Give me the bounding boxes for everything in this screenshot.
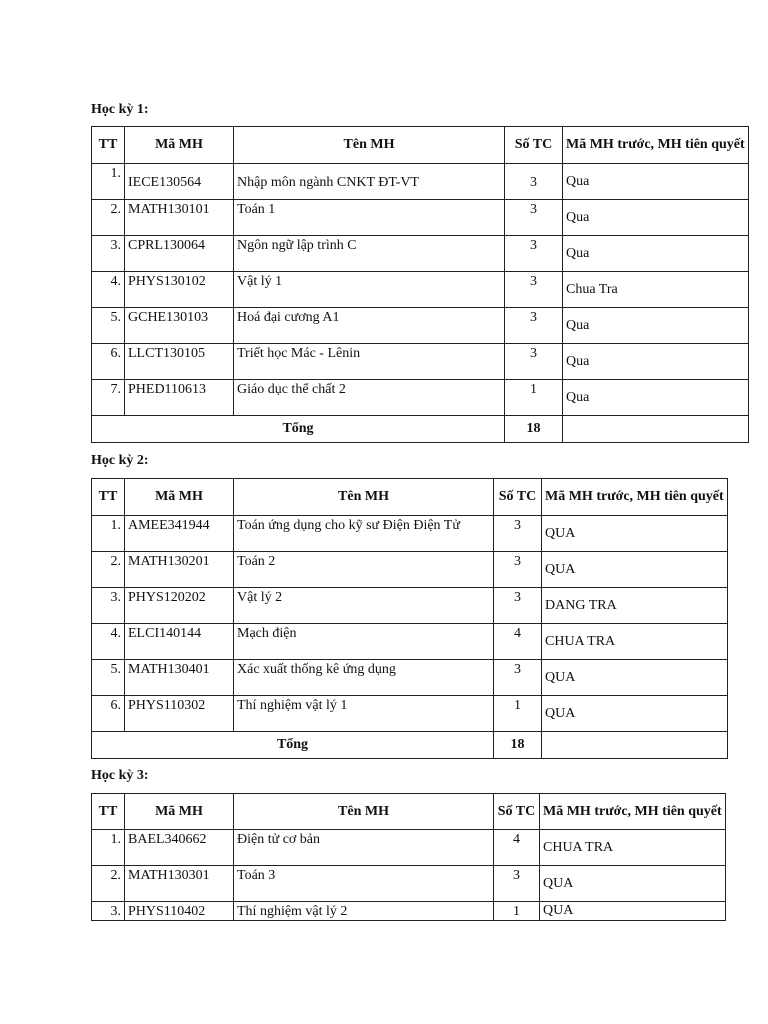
- cell-credits: 3: [494, 588, 542, 624]
- table-row: [92, 902, 726, 921]
- cell-prereq: QUA: [542, 516, 728, 552]
- cell-credits: 3: [494, 552, 542, 588]
- cell-code: GCHE130103: [125, 308, 234, 344]
- table-row: [92, 660, 728, 696]
- cell-prereq: Qua: [563, 308, 749, 344]
- cell-credits: 1: [494, 696, 542, 732]
- cell-prereq: Qua: [563, 380, 749, 416]
- cell-code: PHYS120202: [125, 588, 234, 624]
- total-label: Tổng: [92, 416, 505, 443]
- cell-prereq: Qua: [563, 164, 749, 200]
- cell-code: AMEE341944: [125, 516, 234, 552]
- cell-code: PHYS110402: [125, 902, 234, 921]
- cell-prereq: Chua Tra: [563, 272, 749, 308]
- total-row: [92, 416, 749, 443]
- cell-credits: 4: [494, 624, 542, 660]
- table-header-row: [92, 127, 749, 164]
- cell-credits: 3: [505, 236, 563, 272]
- header-prereq: Mã MH trước, MH tiên quyết: [563, 127, 749, 164]
- cell-tt: 7.: [92, 380, 125, 416]
- cell-code: BAEL340662: [125, 830, 234, 866]
- cell-name: Thí nghiệm vật lý 2: [234, 902, 494, 921]
- table-row: [92, 696, 728, 732]
- cell-name: Hoá đại cương A1: [234, 308, 505, 344]
- cell-tt: 5.: [92, 660, 125, 696]
- cell-tt: 2.: [92, 552, 125, 588]
- table-row: [92, 624, 728, 660]
- table-row: [92, 516, 728, 552]
- cell-credits: 1: [505, 380, 563, 416]
- total-value: 18: [494, 732, 542, 759]
- header-name: Tên MH: [234, 127, 505, 164]
- cell-credits: 3: [494, 660, 542, 696]
- cell-code: LLCT130105: [125, 344, 234, 380]
- header-tt: TT: [92, 479, 125, 516]
- cell-tt: 6.: [92, 344, 125, 380]
- cell-tt: 1.: [92, 516, 125, 552]
- cell-tt: 3.: [92, 588, 125, 624]
- header-tt: TT: [92, 794, 125, 830]
- table-row: [92, 866, 726, 902]
- total-empty-cell: [542, 732, 728, 759]
- cell-prereq: QUA: [542, 552, 728, 588]
- table-row: [92, 380, 749, 416]
- cell-name: Toán 1: [234, 200, 505, 236]
- table-row: [92, 552, 728, 588]
- cell-credits: 3: [505, 344, 563, 380]
- cell-credits: 3: [505, 308, 563, 344]
- cell-name: Mạch điện: [234, 624, 494, 660]
- table-header-row: [92, 479, 728, 516]
- cell-prereq: Qua: [563, 200, 749, 236]
- table-row: [92, 236, 749, 272]
- cell-credits: 3: [505, 164, 563, 200]
- cell-tt: 3.: [92, 236, 125, 272]
- cell-code: PHYS130102: [125, 272, 234, 308]
- cell-credits: 3: [505, 272, 563, 308]
- header-prereq: Mã MH trước, MH tiên quyết: [540, 794, 726, 830]
- header-name: Tên MH: [234, 794, 494, 830]
- cell-prereq: QUA: [540, 902, 726, 921]
- header-prereq: Mã MH trước, MH tiên quyết: [542, 479, 728, 516]
- header-code: Mã MH: [125, 479, 234, 516]
- cell-code: MATH130201: [125, 552, 234, 588]
- cell-code: PHYS110302: [125, 696, 234, 732]
- table-row: [92, 200, 749, 236]
- cell-prereq: Qua: [563, 344, 749, 380]
- table-row: [92, 588, 728, 624]
- header-name: Tên MH: [234, 479, 494, 516]
- cell-credits: 3: [494, 866, 540, 902]
- cell-prereq: QUA: [540, 866, 726, 902]
- cell-prereq: QUA: [542, 696, 728, 732]
- total-row: [92, 732, 728, 759]
- cell-code: IECE130564: [125, 164, 234, 200]
- semester-2-table: [91, 478, 728, 759]
- cell-name: Xác xuất thống kê ứng dụng: [234, 660, 494, 696]
- header-code: Mã MH: [125, 127, 234, 164]
- cell-tt: 1.: [92, 164, 125, 200]
- cell-code: ELCI140144: [125, 624, 234, 660]
- cell-tt: 1.: [92, 830, 125, 866]
- cell-name: Toán 2: [234, 552, 494, 588]
- cell-tt: 2.: [92, 200, 125, 236]
- cell-code: MATH130101: [125, 200, 234, 236]
- cell-name: Vật lý 1: [234, 272, 505, 308]
- cell-name: Triết học Mác - Lênin: [234, 344, 505, 380]
- cell-credits: 4: [494, 830, 540, 866]
- cell-code: MATH130301: [125, 866, 234, 902]
- cell-name: Toán ứng dụng cho kỹ sư Điện Điện Tử: [234, 516, 494, 552]
- cell-name: Giáo dục thể chất 2: [234, 380, 505, 416]
- cell-credits: 3: [505, 200, 563, 236]
- cell-name: Thí nghiệm vật lý 1: [234, 696, 494, 732]
- total-value: 18: [505, 416, 563, 443]
- semester-1-title: Học kỳ 1:: [91, 102, 149, 117]
- cell-prereq: Qua: [563, 236, 749, 272]
- cell-code: MATH130401: [125, 660, 234, 696]
- header-credits: Số TC: [505, 127, 563, 164]
- table-row: [92, 308, 749, 344]
- cell-name: Toán 3: [234, 866, 494, 902]
- cell-prereq: DANG TRA: [542, 588, 728, 624]
- header-credits: Số TC: [494, 479, 542, 516]
- semester-3-table: [91, 793, 726, 921]
- table-row: [92, 272, 749, 308]
- total-label: Tổng: [92, 732, 494, 759]
- table-header-row: [92, 794, 726, 830]
- cell-name: Ngôn ngữ lập trình C: [234, 236, 505, 272]
- cell-tt: 2.: [92, 866, 125, 902]
- cell-tt: 4.: [92, 272, 125, 308]
- cell-name: Điện tử cơ bản: [234, 830, 494, 866]
- table-row: [92, 164, 749, 200]
- cell-code: PHED110613: [125, 380, 234, 416]
- cell-code: CPRL130064: [125, 236, 234, 272]
- cell-credits: 1: [494, 902, 540, 921]
- cell-prereq: CHUA TRA: [542, 624, 728, 660]
- cell-name: Nhập môn ngành CNKT ĐT-VT: [234, 164, 505, 200]
- cell-tt: 4.: [92, 624, 125, 660]
- cell-name: Vật lý 2: [234, 588, 494, 624]
- cell-tt: 3.: [92, 902, 125, 921]
- semester-2-title: Học kỳ 2:: [91, 453, 149, 468]
- cell-tt: 5.: [92, 308, 125, 344]
- total-empty-cell: [563, 416, 749, 443]
- semester-3-title: Học kỳ 3:: [91, 768, 149, 783]
- header-tt: TT: [92, 127, 125, 164]
- table-row: [92, 344, 749, 380]
- semester-1-table: [91, 126, 749, 443]
- header-credits: Số TC: [494, 794, 540, 830]
- cell-prereq: QUA: [542, 660, 728, 696]
- table-row: [92, 830, 726, 866]
- cell-prereq: CHUA TRA: [540, 830, 726, 866]
- cell-tt: 6.: [92, 696, 125, 732]
- header-code: Mã MH: [125, 794, 234, 830]
- cell-credits: 3: [494, 516, 542, 552]
